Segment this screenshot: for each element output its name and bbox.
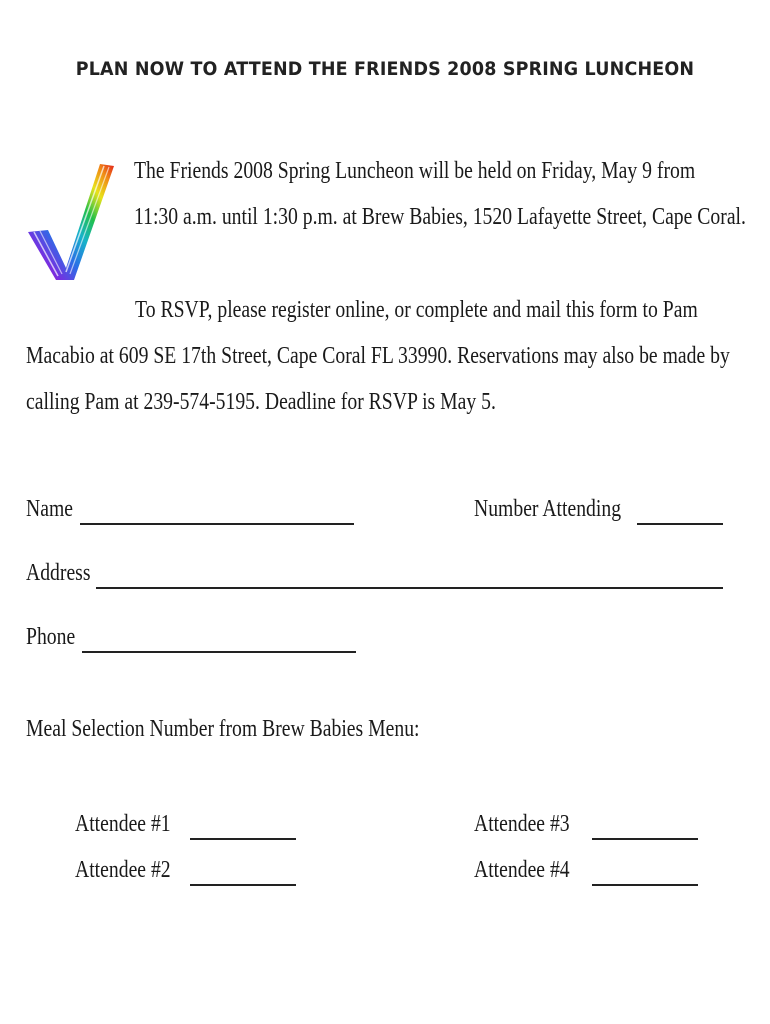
phone-field[interactable] (82, 651, 356, 653)
attendee-3-meal-field[interactable] (592, 838, 698, 840)
address-label: Address (26, 560, 91, 586)
phone-label: Phone (26, 624, 76, 650)
event-details-paragraph (134, 148, 746, 240)
rsvp-instructions-paragraph (26, 287, 730, 425)
address-field[interactable] (96, 587, 723, 589)
rsvp-line-3: calling Pam at 239-574-5195. Deadline for RSVP is May 5. (26, 389, 496, 415)
attendee-2-label: Attendee #2 (75, 857, 171, 883)
page-title: PLAN NOW TO ATTEND THE FRIENDS 2008 SPRING LUNCHEON (75, 58, 695, 80)
event-details-line-2: 11:30 a.m. until 1:30 p.m. at Brew Babies, 1520 Lafayette Street, Cape Coral. (134, 204, 746, 230)
meal-selection-label: Meal Selection Number from Brew Babies Menu: (26, 716, 420, 742)
name-field[interactable] (80, 523, 354, 525)
attendee-2-meal-field[interactable] (190, 884, 296, 886)
event-details-line-1: The Friends 2008 Spring Luncheon will be held on Friday, May 9 from (134, 158, 696, 184)
attendee-3-label: Attendee #3 (474, 811, 570, 837)
rsvp-line-1: To RSVP, please register online, or complete and mail this form to Pam (135, 297, 698, 323)
number-attending-field[interactable] (637, 523, 723, 525)
number-attending-label: Number Attending (474, 496, 622, 522)
rainbow-checkmark-icon (26, 160, 116, 282)
name-label: Name (26, 496, 73, 522)
attendee-1-label: Attendee #1 (75, 811, 171, 837)
rsvp-line-2: Macabio at 609 SE 17th Street, Cape Coral FL 33990. Reservations may also be made by (26, 343, 730, 369)
attendee-1-meal-field[interactable] (190, 838, 296, 840)
attendee-4-meal-field[interactable] (592, 884, 698, 886)
attendee-4-label: Attendee #4 (474, 857, 570, 883)
